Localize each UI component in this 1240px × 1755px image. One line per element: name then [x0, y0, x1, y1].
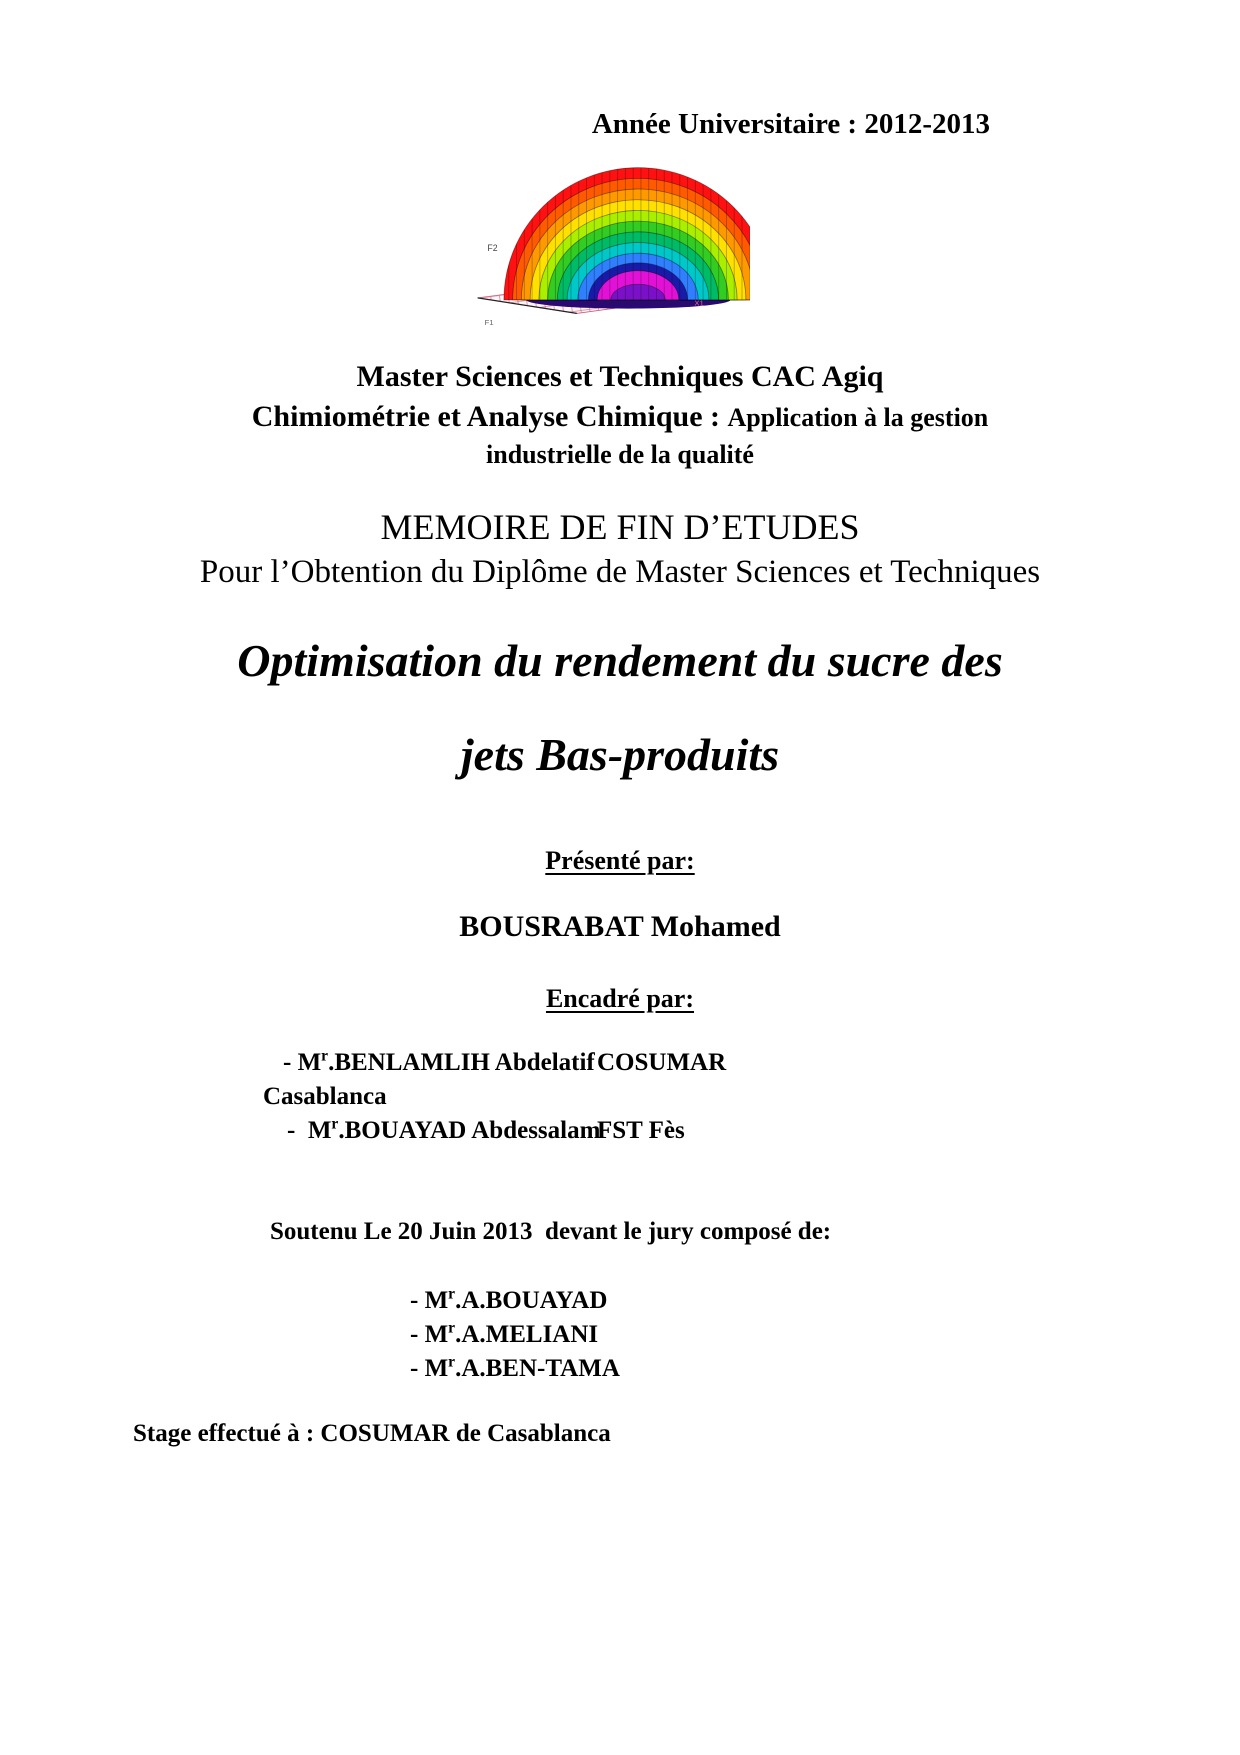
- program-specialty-main: Chimiométrie et Analyse Chimique :: [251, 400, 728, 433]
- supervisor-name: .BOUAYAD Abdessalam: [338, 1117, 601, 1144]
- jury-member-pre: - M: [410, 1355, 449, 1382]
- academic-year: Année Universitaire : 2012-2013: [591, 108, 990, 140]
- jury-member-pre: - M: [410, 1287, 449, 1314]
- supervisor-name-pre: - M: [287, 1117, 332, 1144]
- thesis-title-line2: jets Bas-produits: [460, 729, 780, 780]
- jury-member-name: .A.MELIANI: [455, 1321, 599, 1348]
- supervisor-row: [263, 1114, 1023, 1148]
- internship-location: Stage effectué à : COSUMAR de Casablanca: [133, 1420, 611, 1447]
- program-specialty-cont: industrielle de la qualité: [486, 440, 754, 469]
- program-name: Master Sciences et Techniques CAC Agiq: [356, 360, 884, 393]
- thesis-title-line1: Optimisation du rendement du sucre des: [237, 635, 1003, 686]
- jury-member-sup: r: [448, 1353, 456, 1371]
- supervisor-org: COSUMAR: [597, 1049, 727, 1076]
- jury-member: [410, 1352, 620, 1386]
- jury-member: [410, 1318, 620, 1352]
- supervised-by-heading-text: Encadré par:: [545, 984, 695, 1013]
- figure-z-axis-label: F2: [487, 243, 498, 254]
- jury-list: [410, 1284, 620, 1386]
- jury-member-name: .A.BOUAYAD: [455, 1287, 608, 1314]
- supervisors-block: [263, 1046, 1023, 1148]
- supervisor-org: FST Fès: [597, 1117, 685, 1144]
- jury-member-pre: - M: [410, 1321, 449, 1348]
- supervisor-name: .BENLAMLIH Abdelatif: [328, 1049, 595, 1076]
- supervisor-row: [263, 1046, 1023, 1080]
- program-specialty: [0, 400, 1240, 434]
- supervisor-name-sup: r: [331, 1115, 339, 1133]
- dome-mesh: [497, 164, 750, 302]
- response-surface-figure: [458, 156, 750, 328]
- program-specialty-sub: Application à la gestion: [727, 403, 989, 432]
- jury-member-name: .A.BEN-TAMA: [455, 1355, 620, 1382]
- author-name: BOUSRABAT Mohamed: [459, 910, 781, 943]
- supervisor-name-pre: - M: [283, 1049, 322, 1076]
- figure-corner-label: F1: [484, 318, 494, 328]
- defense-intro: Soutenu Le 20 Juin 2013 devant le jury composé de:: [270, 1218, 832, 1245]
- presented-by-heading: [0, 846, 1240, 876]
- figure-x-axis-label: X1: [694, 298, 704, 308]
- jury-member-sup: r: [448, 1285, 456, 1303]
- supervisor-org-city: Casablanca: [263, 1083, 387, 1110]
- memoire-heading: MEMOIRE DE FIN D’ETUDES: [380, 507, 860, 547]
- presented-by-heading-text: Présenté par:: [545, 846, 695, 875]
- memoire-subheading: Pour l’Obtention du Diplôme de Master Sciences et Techniques: [199, 554, 1041, 590]
- jury-member: [410, 1284, 620, 1318]
- supervisor-name-sup: r: [321, 1047, 329, 1065]
- supervised-by-heading: [0, 984, 1240, 1014]
- response-surface-plot: [458, 156, 750, 328]
- jury-member-sup: r: [448, 1319, 456, 1337]
